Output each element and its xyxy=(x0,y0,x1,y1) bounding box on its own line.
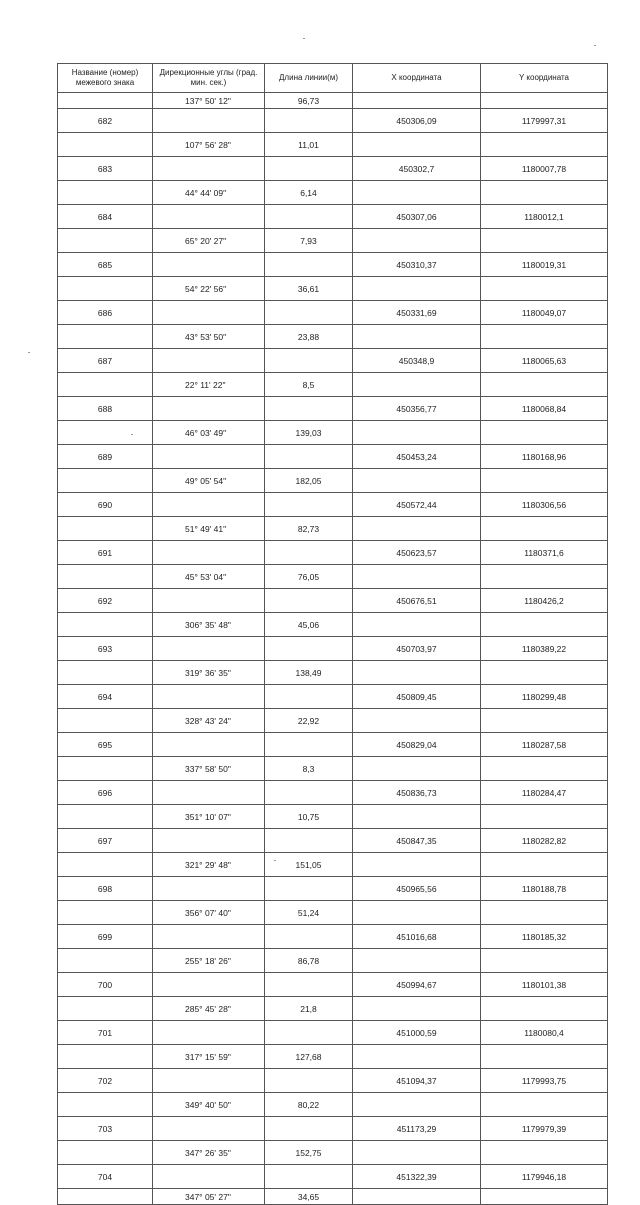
empty-cell xyxy=(153,829,265,853)
empty-cell xyxy=(153,781,265,805)
table-row-point xyxy=(58,445,608,469)
empty-cell xyxy=(265,973,353,997)
direction-angle-cell: 49° 05' 54" xyxy=(153,469,265,493)
x-coordinate-cell: 450348,9 xyxy=(353,349,481,373)
empty-cell xyxy=(481,469,608,493)
table-row-point xyxy=(58,781,608,805)
x-coordinate-cell: 450307,06 xyxy=(353,205,481,229)
x-coordinate-cell: 450829,04 xyxy=(353,733,481,757)
empty-cell xyxy=(481,93,608,109)
y-coordinate-cell: 1180299,48 xyxy=(481,685,608,709)
line-length-cell: 80,22 xyxy=(265,1093,353,1117)
empty-cell xyxy=(265,253,353,277)
x-coordinate-cell: 450310,37 xyxy=(353,253,481,277)
table-row-point xyxy=(58,925,608,949)
table-row-segment xyxy=(58,757,608,781)
empty-cell xyxy=(58,853,153,877)
point-name-cell: 699 xyxy=(58,925,153,949)
table-row-point xyxy=(58,541,608,565)
empty-cell xyxy=(58,901,153,925)
table-row-segment xyxy=(58,949,608,973)
table-row-segment xyxy=(58,421,608,445)
point-name-cell: 704 xyxy=(58,1165,153,1189)
point-name-cell: 702 xyxy=(58,1069,153,1093)
table-row-point xyxy=(58,877,608,901)
line-length-cell: 11,01 xyxy=(265,133,353,157)
y-coordinate-cell: 1180371,6 xyxy=(481,541,608,565)
line-length-cell: 10,75 xyxy=(265,805,353,829)
empty-cell xyxy=(353,661,481,685)
empty-cell xyxy=(481,133,608,157)
point-name-cell: 688 xyxy=(58,397,153,421)
empty-cell xyxy=(265,349,353,373)
x-coordinate-cell: 451322,39 xyxy=(353,1165,481,1189)
table-row-segment xyxy=(58,373,608,397)
y-coordinate-cell: 1180101,38 xyxy=(481,973,608,997)
y-coordinate-cell: 1179993,75 xyxy=(481,1069,608,1093)
table-row-segment xyxy=(58,325,608,349)
point-name-cell: 687 xyxy=(58,349,153,373)
table-row-point xyxy=(58,1117,608,1141)
empty-cell xyxy=(265,157,353,181)
empty-cell xyxy=(58,757,153,781)
table-row-point xyxy=(58,493,608,517)
empty-cell xyxy=(265,1021,353,1045)
point-name-cell: 695 xyxy=(58,733,153,757)
empty-cell xyxy=(353,1093,481,1117)
empty-cell xyxy=(353,133,481,157)
header-y-coordinate: Y координата xyxy=(481,64,608,93)
x-coordinate-cell: 450994,67 xyxy=(353,973,481,997)
point-name-cell: 694 xyxy=(58,685,153,709)
empty-cell xyxy=(265,301,353,325)
empty-cell xyxy=(353,997,481,1021)
table-row-segment xyxy=(58,277,608,301)
line-length-cell: 34,65 xyxy=(265,1189,353,1205)
header-direction-angle: Дирекционные углы (град. мин. сек.) xyxy=(153,64,265,93)
x-coordinate-cell: 451016,68 xyxy=(353,925,481,949)
empty-cell xyxy=(265,1117,353,1141)
line-length-cell: 96,73 xyxy=(265,93,353,109)
empty-cell xyxy=(353,853,481,877)
empty-cell xyxy=(481,1045,608,1069)
empty-cell xyxy=(153,589,265,613)
empty-cell xyxy=(353,229,481,253)
direction-angle-cell: 255° 18' 26" xyxy=(153,949,265,973)
table-row-segment xyxy=(58,133,608,157)
empty-cell xyxy=(265,493,353,517)
empty-cell xyxy=(153,637,265,661)
empty-cell xyxy=(153,1117,265,1141)
scan-speck xyxy=(274,860,276,861)
empty-cell xyxy=(265,445,353,469)
y-coordinate-cell: 1180306,56 xyxy=(481,493,608,517)
empty-cell xyxy=(353,949,481,973)
line-length-cell: 8,5 xyxy=(265,373,353,397)
y-coordinate-cell: 1180019,31 xyxy=(481,253,608,277)
line-length-cell: 138,49 xyxy=(265,661,353,685)
empty-cell xyxy=(58,997,153,1021)
empty-cell xyxy=(481,709,608,733)
line-length-cell: 51,24 xyxy=(265,901,353,925)
empty-cell xyxy=(153,253,265,277)
empty-cell xyxy=(58,277,153,301)
y-coordinate-cell: 1180188,78 xyxy=(481,877,608,901)
line-length-cell: 139,03 xyxy=(265,421,353,445)
empty-cell xyxy=(58,421,153,445)
empty-cell xyxy=(481,421,608,445)
table-row-point xyxy=(58,1069,608,1093)
empty-cell xyxy=(153,1021,265,1045)
direction-angle-cell: 107° 56' 28" xyxy=(153,133,265,157)
empty-cell xyxy=(481,1093,608,1117)
table-row-point xyxy=(58,1165,608,1189)
empty-cell xyxy=(153,925,265,949)
y-coordinate-cell: 1180168,96 xyxy=(481,445,608,469)
empty-cell xyxy=(58,661,153,685)
empty-cell xyxy=(58,1045,153,1069)
x-coordinate-cell: 451094,37 xyxy=(353,1069,481,1093)
table-row-point xyxy=(58,205,608,229)
empty-cell xyxy=(153,397,265,421)
scan-speck xyxy=(594,45,596,46)
empty-cell xyxy=(265,877,353,901)
empty-cell xyxy=(265,1165,353,1189)
empty-cell xyxy=(481,661,608,685)
y-coordinate-cell: 1180284,47 xyxy=(481,781,608,805)
empty-cell xyxy=(153,1165,265,1189)
empty-cell xyxy=(353,325,481,349)
empty-cell xyxy=(481,1141,608,1165)
empty-cell xyxy=(58,229,153,253)
direction-angle-cell: 337° 58' 50" xyxy=(153,757,265,781)
y-coordinate-cell: 1180080,4 xyxy=(481,1021,608,1045)
empty-cell xyxy=(58,805,153,829)
table-row-segment xyxy=(58,901,608,925)
line-length-cell: 21,8 xyxy=(265,997,353,1021)
direction-angle-cell: 347° 26' 35" xyxy=(153,1141,265,1165)
direction-angle-cell: 65° 20' 27" xyxy=(153,229,265,253)
table-row-segment xyxy=(58,853,608,877)
y-coordinate-cell: 1179997,31 xyxy=(481,109,608,133)
direction-angle-cell: 285° 45' 28" xyxy=(153,997,265,1021)
empty-cell xyxy=(265,205,353,229)
direction-angle-cell: 319° 36' 35" xyxy=(153,661,265,685)
point-name-cell: 691 xyxy=(58,541,153,565)
x-coordinate-cell: 450676,51 xyxy=(353,589,481,613)
point-name-cell: 698 xyxy=(58,877,153,901)
boundary-coordinates-table xyxy=(57,63,608,1205)
empty-cell xyxy=(353,565,481,589)
empty-cell xyxy=(481,517,608,541)
empty-cell xyxy=(353,469,481,493)
empty-cell xyxy=(265,589,353,613)
empty-cell xyxy=(481,229,608,253)
x-coordinate-cell: 450356,77 xyxy=(353,397,481,421)
empty-cell xyxy=(153,493,265,517)
x-coordinate-cell: 450453,24 xyxy=(353,445,481,469)
empty-cell xyxy=(153,205,265,229)
empty-cell xyxy=(58,709,153,733)
empty-cell xyxy=(353,181,481,205)
point-name-cell: 685 xyxy=(58,253,153,277)
table-row-segment xyxy=(58,1189,608,1205)
empty-cell xyxy=(58,325,153,349)
table-row-segment xyxy=(58,517,608,541)
empty-cell xyxy=(481,325,608,349)
empty-cell xyxy=(58,469,153,493)
empty-cell xyxy=(353,93,481,109)
table-row-point xyxy=(58,589,608,613)
x-coordinate-cell: 450306,09 xyxy=(353,109,481,133)
empty-cell xyxy=(58,1093,153,1117)
empty-cell xyxy=(58,1141,153,1165)
scan-speck xyxy=(131,434,133,435)
empty-cell xyxy=(265,637,353,661)
direction-angle-cell: 321° 29' 48" xyxy=(153,853,265,877)
table-body xyxy=(58,93,608,1205)
empty-cell xyxy=(265,925,353,949)
empty-cell xyxy=(153,877,265,901)
point-name-cell: 684 xyxy=(58,205,153,229)
empty-cell xyxy=(58,1189,153,1205)
empty-cell xyxy=(481,805,608,829)
empty-cell xyxy=(153,157,265,181)
line-length-cell: 151,05 xyxy=(265,853,353,877)
empty-cell xyxy=(353,805,481,829)
direction-angle-cell: 51° 49' 41" xyxy=(153,517,265,541)
empty-cell xyxy=(353,709,481,733)
empty-cell xyxy=(58,517,153,541)
table-row-segment xyxy=(58,661,608,685)
empty-cell xyxy=(353,373,481,397)
point-name-cell: 690 xyxy=(58,493,153,517)
direction-angle-cell: 328° 43' 24" xyxy=(153,709,265,733)
empty-cell xyxy=(353,517,481,541)
empty-cell xyxy=(153,349,265,373)
empty-cell xyxy=(353,613,481,637)
point-name-cell: 682 xyxy=(58,109,153,133)
empty-cell xyxy=(265,733,353,757)
table-row-segment xyxy=(58,709,608,733)
point-name-cell: 689 xyxy=(58,445,153,469)
direction-angle-cell: 22° 11' 22" xyxy=(153,373,265,397)
empty-cell xyxy=(265,541,353,565)
table-row-point xyxy=(58,829,608,853)
empty-cell xyxy=(481,997,608,1021)
line-length-cell: 36,61 xyxy=(265,277,353,301)
empty-cell xyxy=(153,109,265,133)
direction-angle-cell: 137° 50' 12" xyxy=(153,93,265,109)
line-length-cell: 23,88 xyxy=(265,325,353,349)
empty-cell xyxy=(153,1069,265,1093)
table-row-point xyxy=(58,733,608,757)
table-row-segment xyxy=(58,805,608,829)
point-name-cell: 683 xyxy=(58,157,153,181)
y-coordinate-cell: 1180068,84 xyxy=(481,397,608,421)
empty-cell xyxy=(353,421,481,445)
table-row-segment xyxy=(58,1141,608,1165)
table-row-point xyxy=(58,397,608,421)
line-length-cell: 152,75 xyxy=(265,1141,353,1165)
table-row-segment xyxy=(58,229,608,253)
x-coordinate-cell: 450847,35 xyxy=(353,829,481,853)
direction-angle-cell: 349° 40' 50" xyxy=(153,1093,265,1117)
empty-cell xyxy=(481,181,608,205)
x-coordinate-cell: 450836,73 xyxy=(353,781,481,805)
table-row-segment xyxy=(58,1093,608,1117)
direction-angle-cell: 46° 03' 49" xyxy=(153,421,265,445)
point-name-cell: 692 xyxy=(58,589,153,613)
line-length-cell: 22,92 xyxy=(265,709,353,733)
point-name-cell: 693 xyxy=(58,637,153,661)
empty-cell xyxy=(481,757,608,781)
empty-cell xyxy=(58,565,153,589)
table-row-point xyxy=(58,109,608,133)
line-length-cell: 8,3 xyxy=(265,757,353,781)
empty-cell xyxy=(353,1189,481,1205)
point-name-cell: 701 xyxy=(58,1021,153,1045)
x-coordinate-cell: 450572,44 xyxy=(353,493,481,517)
direction-angle-cell: 356° 07' 40" xyxy=(153,901,265,925)
table-row-segment xyxy=(58,469,608,493)
direction-angle-cell: 43° 53' 50" xyxy=(153,325,265,349)
empty-cell xyxy=(481,277,608,301)
empty-cell xyxy=(481,373,608,397)
table-row-point xyxy=(58,157,608,181)
point-name-cell: 700 xyxy=(58,973,153,997)
table-row-segment xyxy=(58,1045,608,1069)
table-row-point xyxy=(58,637,608,661)
empty-cell xyxy=(58,949,153,973)
empty-cell xyxy=(265,781,353,805)
empty-cell xyxy=(481,949,608,973)
direction-angle-cell: 44° 44' 09" xyxy=(153,181,265,205)
y-coordinate-cell: 1180282,82 xyxy=(481,829,608,853)
x-coordinate-cell: 450302,7 xyxy=(353,157,481,181)
table-row-point xyxy=(58,253,608,277)
empty-cell xyxy=(58,373,153,397)
direction-angle-cell: 347° 05' 27" xyxy=(153,1189,265,1205)
empty-cell xyxy=(353,1045,481,1069)
x-coordinate-cell: 451000,59 xyxy=(353,1021,481,1045)
y-coordinate-cell: 1180049,07 xyxy=(481,301,608,325)
table-header-row xyxy=(58,64,608,93)
table-row-segment xyxy=(58,565,608,589)
y-coordinate-cell: 1179946,18 xyxy=(481,1165,608,1189)
table-row-point xyxy=(58,349,608,373)
point-name-cell: 697 xyxy=(58,829,153,853)
line-length-cell: 86,78 xyxy=(265,949,353,973)
empty-cell xyxy=(265,397,353,421)
table-row-point xyxy=(58,1021,608,1045)
line-length-cell: 82,73 xyxy=(265,517,353,541)
empty-cell xyxy=(353,1141,481,1165)
y-coordinate-cell: 1180007,78 xyxy=(481,157,608,181)
empty-cell xyxy=(481,901,608,925)
direction-angle-cell: 351° 10' 07" xyxy=(153,805,265,829)
y-coordinate-cell: 1180426,2 xyxy=(481,589,608,613)
x-coordinate-cell: 450703,97 xyxy=(353,637,481,661)
point-name-cell: 696 xyxy=(58,781,153,805)
direction-angle-cell: 306° 35' 48" xyxy=(153,613,265,637)
direction-angle-cell: 54° 22' 56" xyxy=(153,277,265,301)
empty-cell xyxy=(353,757,481,781)
line-length-cell: 182,05 xyxy=(265,469,353,493)
line-length-cell: 76,05 xyxy=(265,565,353,589)
x-coordinate-cell: 450331,69 xyxy=(353,301,481,325)
empty-cell xyxy=(481,1189,608,1205)
y-coordinate-cell: 1180012,1 xyxy=(481,205,608,229)
empty-cell xyxy=(353,901,481,925)
empty-cell xyxy=(265,685,353,709)
table-row-point xyxy=(58,973,608,997)
point-name-cell: 703 xyxy=(58,1117,153,1141)
line-length-cell: 7,93 xyxy=(265,229,353,253)
empty-cell xyxy=(58,613,153,637)
direction-angle-cell: 317° 15' 59" xyxy=(153,1045,265,1069)
empty-cell xyxy=(153,541,265,565)
point-name-cell: 686 xyxy=(58,301,153,325)
empty-cell xyxy=(481,853,608,877)
empty-cell xyxy=(265,829,353,853)
header-x-coordinate: X координата xyxy=(353,64,481,93)
empty-cell xyxy=(153,445,265,469)
empty-cell xyxy=(353,277,481,301)
y-coordinate-cell: 1180185,32 xyxy=(481,925,608,949)
header-line-length: Длина линии(м) xyxy=(265,64,353,93)
empty-cell xyxy=(481,565,608,589)
header-point-name: Название (номер) межевого знака xyxy=(58,64,153,93)
empty-cell xyxy=(58,133,153,157)
line-length-cell: 45,06 xyxy=(265,613,353,637)
line-length-cell: 127,68 xyxy=(265,1045,353,1069)
table-row-point xyxy=(58,685,608,709)
scan-speck xyxy=(303,38,305,39)
x-coordinate-cell: 450809,45 xyxy=(353,685,481,709)
empty-cell xyxy=(153,733,265,757)
scan-speck xyxy=(28,352,30,353)
y-coordinate-cell: 1179979,39 xyxy=(481,1117,608,1141)
line-length-cell: 6,14 xyxy=(265,181,353,205)
table-row-segment xyxy=(58,93,608,109)
empty-cell xyxy=(153,973,265,997)
empty-cell xyxy=(265,1069,353,1093)
y-coordinate-cell: 1180287,58 xyxy=(481,733,608,757)
empty-cell xyxy=(153,685,265,709)
table-row-segment xyxy=(58,613,608,637)
empty-cell xyxy=(153,301,265,325)
y-coordinate-cell: 1180065,63 xyxy=(481,349,608,373)
direction-angle-cell: 45° 53' 04" xyxy=(153,565,265,589)
table-row-segment xyxy=(58,997,608,1021)
x-coordinate-cell: 450965,56 xyxy=(353,877,481,901)
empty-cell xyxy=(58,181,153,205)
table-row-segment xyxy=(58,181,608,205)
empty-cell xyxy=(265,109,353,133)
x-coordinate-cell: 451173,29 xyxy=(353,1117,481,1141)
x-coordinate-cell: 450623,57 xyxy=(353,541,481,565)
y-coordinate-cell: 1180389,22 xyxy=(481,637,608,661)
table-row-point xyxy=(58,301,608,325)
empty-cell xyxy=(58,93,153,109)
empty-cell xyxy=(481,613,608,637)
